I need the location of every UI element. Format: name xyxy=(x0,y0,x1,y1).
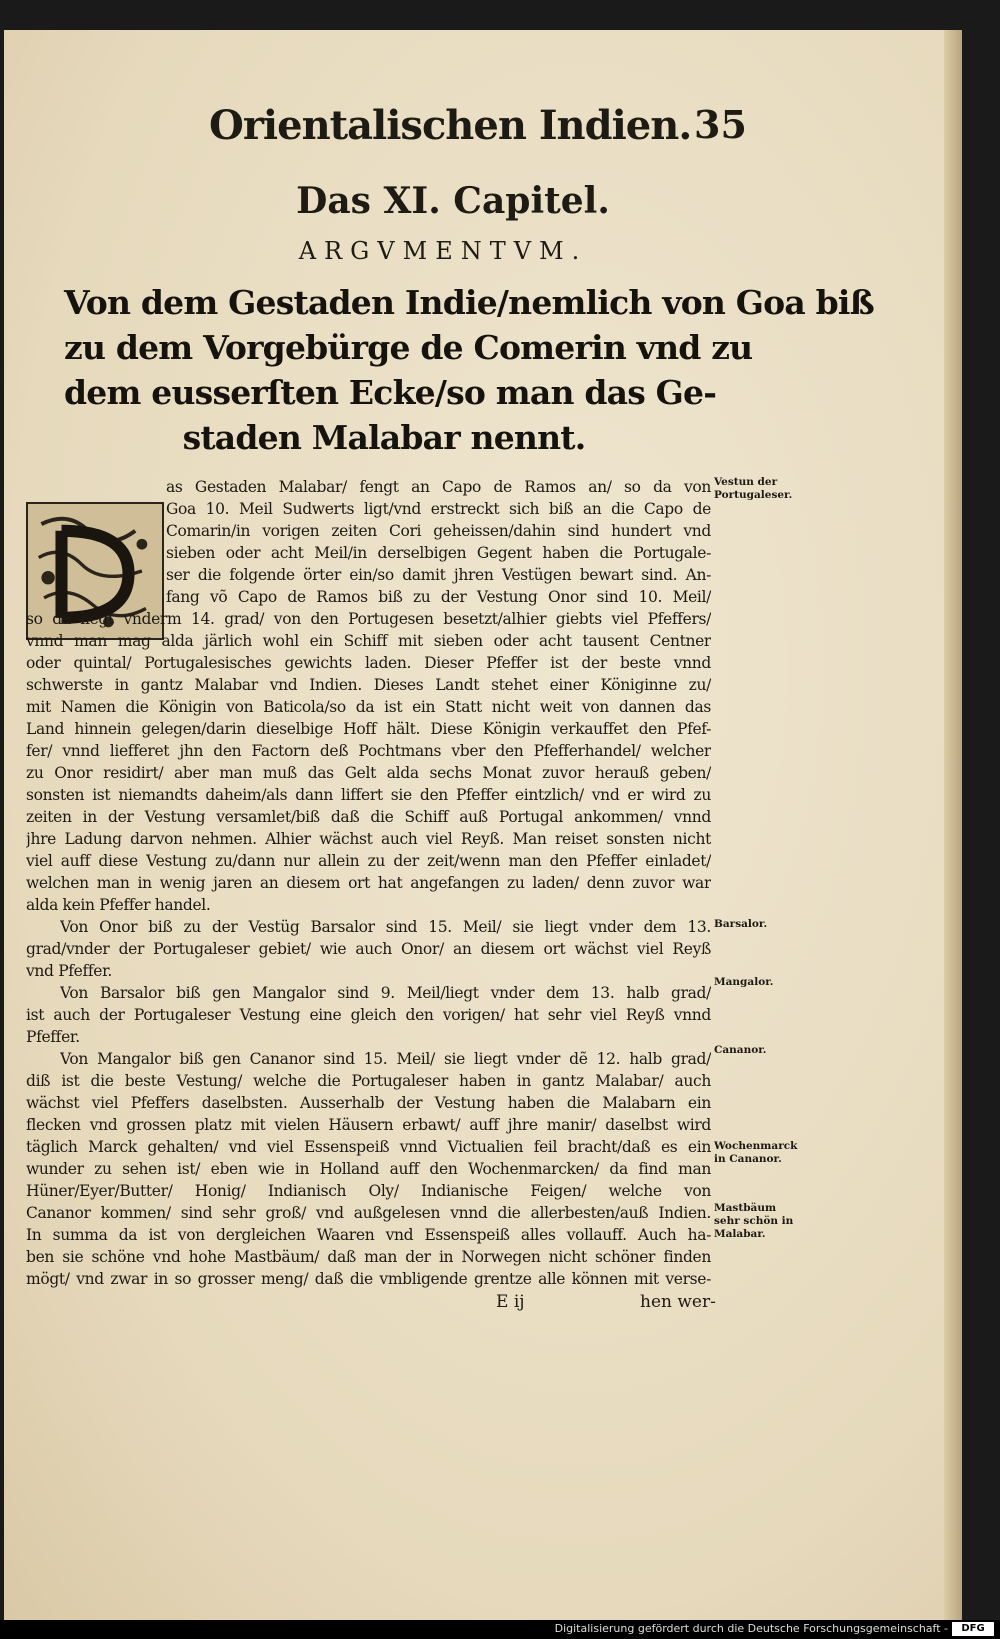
body-line: fang võ Capo de Ramos biß zu der Vestung Onor sind 10. Meil/ xyxy=(166,588,711,606)
body-line: Hüner/Eyer/Butter/ Honig/ Indianisch Oly/ Indianische Feigen/ welche von xyxy=(26,1182,711,1200)
body-line: schwerste in gantz Malabar vnd Indien. Dieses Landt stehet einer Königinne zu/ xyxy=(26,676,711,694)
argumentum-label: ARGVMENTVM. xyxy=(298,237,588,265)
body-line: viel auff diese Vestung zu/dann nur allein zu der zeit/wenn man den Pfeffer einladet/ xyxy=(26,852,711,870)
chapter-title: Das XI. Capitel. xyxy=(296,180,610,222)
margin-note: Cananor. xyxy=(714,1044,767,1056)
body-line: zeiten in der Vestung versamlet/biß daß die Schiff auß Portugal ankommen/ vnnd xyxy=(26,808,711,826)
body-line: Cananor kommen/ sind sehr groß/ vnd außgelesen vnnd die allerbesten/auß Indien. xyxy=(26,1204,711,1222)
body-line: alda kein Pfeffer handel. xyxy=(26,896,211,914)
body-line: sonsten ist niemandts daheim/als dann liffert sie den Pfeffer eintzlich/ vnd er wird zu xyxy=(26,786,711,804)
body-line: Comarin/in vorigen zeiten Cori geheissen/dahin sind hundert vnd xyxy=(166,522,711,540)
body-line: Von Barsalor biß gen Mangalor sind 9. Meil/liegt vnder dem 13. halb grad/ xyxy=(60,984,711,1002)
body-line: zu Onor residirt/ aber man muß das Gelt alda sechs Monat zuvor herauß geben/ xyxy=(26,764,711,782)
body-line: jhre Ladung darvon nehmen. Alhier wächst auch viel Reyß. Man reiset sonsten nicht xyxy=(26,830,711,848)
body-line: mögt/ vnd zwar in so grosser meng/ daß die vmbligende grentze alle können mit verse- xyxy=(26,1270,711,1288)
book-page xyxy=(4,30,962,1620)
heading-line: staden Malabar nennt. xyxy=(182,418,586,457)
margin-note: Wochenmarck in Cananor. xyxy=(714,1140,798,1165)
body-line: ben sie schöne vnd hohe Mastbäum/ daß man der in Norwegen nicht schöner finden xyxy=(26,1248,711,1266)
body-line: flecken vnd grossen platz mit vielen Häusern erbawt/ auff jhre manir/ daselbst wird xyxy=(26,1116,711,1134)
body-line: ser die folgende örter ein/so damit jhren Vestügen bewart sind. An- xyxy=(166,566,711,584)
body-line: In summa da ist von dergleichen Waaren vnd Essenspeiß alles vollauff. Auch ha- xyxy=(26,1226,711,1244)
body-line: mit Namen die Königin von Baticola/so da ist ein Statt nicht weit von dannen das xyxy=(26,698,711,716)
body-line: fer/ vnnd liefferet jhn den Factorn deß Pochtmans vber den Pfefferhandel/ welcher xyxy=(26,742,711,760)
body-line: Von Mangalor biß gen Cananor sind 15. Meil/ sie liegt vnder dẽ 12. halb grad/ xyxy=(60,1050,711,1068)
body-line: vnd Pfeffer. xyxy=(26,962,113,980)
heading-line: Von dem Gestaden Indie/nemlich von Goa biß xyxy=(64,283,874,322)
chapter-heading xyxy=(64,280,874,460)
margin-note: Barsalor. xyxy=(714,918,768,930)
catchword: hen wer- xyxy=(640,1292,716,1312)
body-line: täglich Marck gehalten/ vnd viel Essenspeiß vnnd Victualien feil bracht/daß es ein xyxy=(26,1138,711,1156)
signature-mark: E ij xyxy=(496,1292,525,1312)
margin-note: Vestun der Portugaleser. xyxy=(714,476,793,501)
body-line: diß ist die beste Vestung/ welche die Portugaleser haben in gantz Malabar/ auch xyxy=(26,1072,711,1090)
body-line: welchen man in wenig jaren an diesem ort hat angefangen zu laden/ denn zuvor war xyxy=(26,874,711,892)
funding-notice: Digitalisierung gefördert durch die Deutsche Forschungsgemeinschaft - xyxy=(554,1622,948,1635)
margin-note: Mangalor. xyxy=(714,976,774,988)
heading-line: dem eusserſten Ecke/so man das Ge- xyxy=(64,373,717,412)
dfg-logo: DFG xyxy=(952,1622,994,1636)
page-number: 35 xyxy=(694,102,747,147)
body-line: oder quintal/ Portugalesisches gewichts laden. Dieser Pfeffer ist der beste vnnd xyxy=(26,654,711,672)
body-line: sieben oder acht Meil/in derselbigen Gegent haben die Portugale- xyxy=(166,544,711,562)
body-line: Land hinnein gelegen/darin dieselbige Hoff hält. Diese Königin verkauffet den Pfef- xyxy=(26,720,711,738)
body-line: wächst viel Pfeffers daselbsten. Ausserhalb der Vestung haben die Malabarn ein xyxy=(26,1094,711,1112)
body-line: as Gestaden Malabar/ fengt an Capo de Ramos an/ so da von xyxy=(166,478,711,496)
body-line: so da liegt vnderm 14. grad/ von den Portugesen besetzt/alhier giebts viel Pfeffers/ xyxy=(26,610,711,628)
body-line: Goa 10. Meil Sudwerts ligt/vnd erstreckt sich biß an die Capo de xyxy=(166,500,711,518)
margin-note: Mastbäum sehr schön in Malabar. xyxy=(714,1202,794,1240)
running-title: Orientalischen Indien. xyxy=(209,102,692,149)
page-edge xyxy=(944,30,962,1620)
body-line: ist auch der Portugaleser Vestung eine gleich den vorigen/ hat sehr viel Reyß vnnd xyxy=(26,1006,711,1024)
body-line: grad/vnder der Portugaleser gebiet/ wie auch Onor/ an diesem ort wächst viel Reyß xyxy=(26,940,711,958)
body-line: wunder zu sehen ist/ eben wie in Holland auff den Wochenmarcken/ da find man xyxy=(26,1160,711,1178)
body-line: vnnd man mag alda järlich wohl ein Schiff mit sieben oder acht tausent Centner xyxy=(26,632,711,650)
heading-line: zu dem Vorgebürge de Comerin vnd zu xyxy=(64,328,753,367)
body-line: Von Onor biß zu der Vestüg Barsalor sind 15. Meil/ sie liegt vnder dem 13. xyxy=(60,918,711,936)
body-line: Pfeffer. xyxy=(26,1028,80,1046)
